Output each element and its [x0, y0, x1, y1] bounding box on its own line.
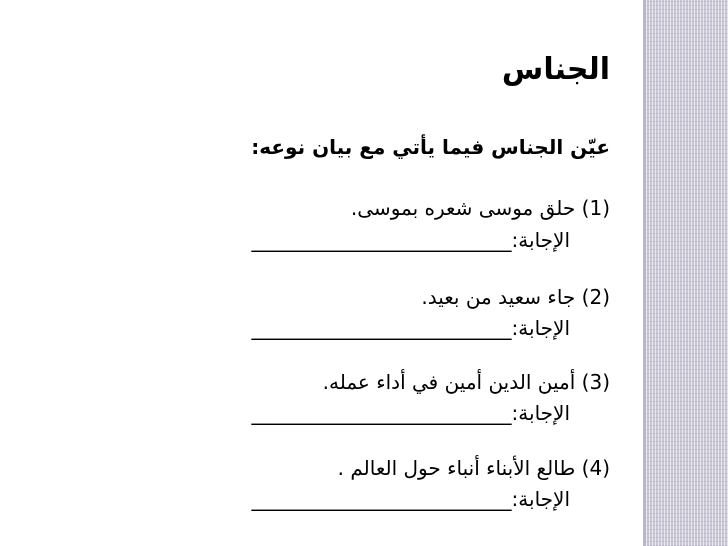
- question-text: حلق موسى شعره بموسى.: [350, 196, 576, 220]
- answer-line-4: [252, 487, 610, 511]
- question-2: [421, 285, 610, 309]
- question-3: [323, 370, 610, 394]
- answer-label: الإجابة:: [511, 487, 570, 511]
- question-number: (2): [581, 285, 610, 309]
- slide-title: الجناس: [501, 52, 610, 87]
- answer-line-1: [252, 228, 610, 252]
- question-number: (3): [581, 370, 610, 394]
- question-text: طالع الأبناء أنباء حول العالم .: [337, 456, 576, 480]
- answer-blank: __________________________: [251, 401, 512, 425]
- answer-label: الإجابة:: [511, 401, 570, 425]
- answer-blank: __________________________: [251, 487, 512, 511]
- question-number: (4): [581, 456, 610, 480]
- answer-blank: __________________________: [251, 228, 512, 252]
- question-1: [351, 196, 610, 220]
- question-4: [338, 456, 610, 480]
- answer-blank: __________________________: [251, 316, 512, 340]
- answer-label: الإجابة:: [511, 316, 570, 340]
- answer-line-3: [252, 401, 610, 425]
- question-text: أمين الدين أمين في أداء عمله.: [322, 370, 576, 394]
- instruction-text: عيّن الجناس فيما يأتي مع بيان نوعه:: [251, 135, 610, 159]
- side-pattern-band: [646, 0, 728, 546]
- question-text: جاء سعيد من بعيد.: [421, 285, 576, 309]
- question-number: (1): [581, 196, 610, 220]
- answer-label: الإجابة:: [511, 228, 570, 252]
- answer-line-2: [252, 316, 610, 340]
